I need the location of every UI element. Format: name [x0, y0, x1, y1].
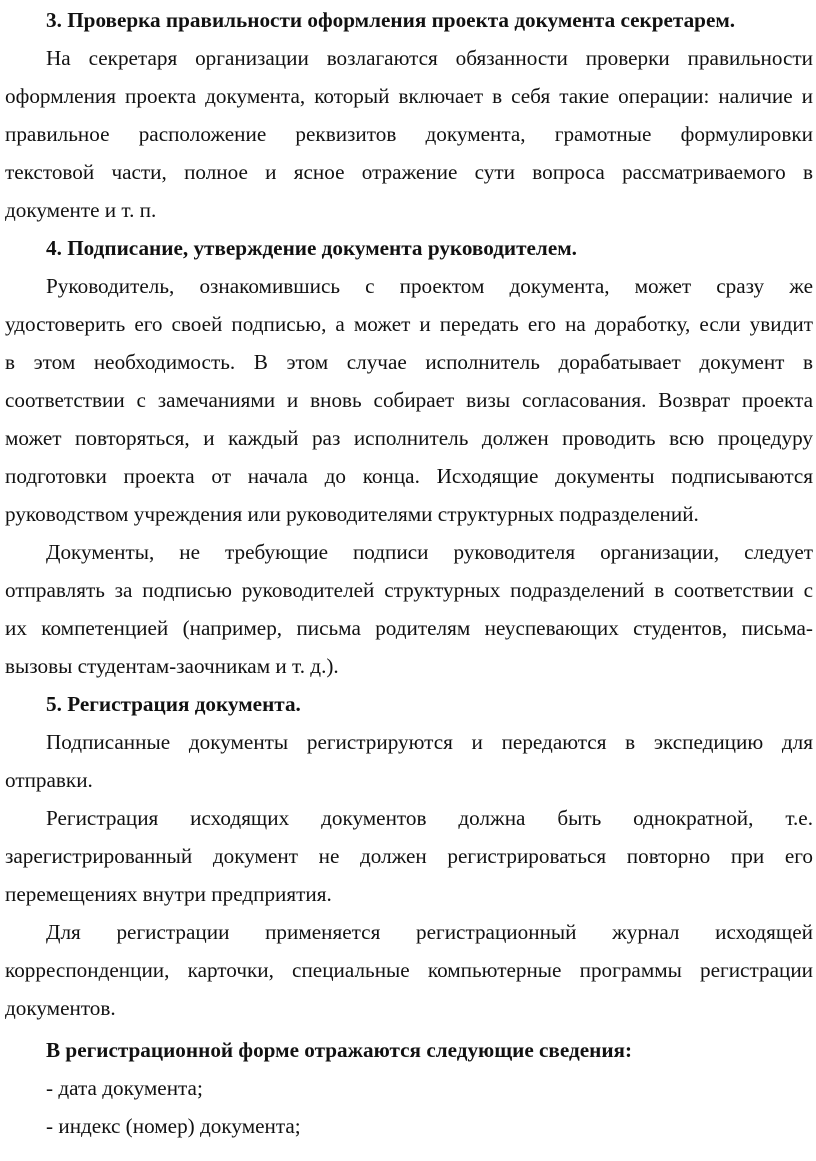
- paragraph-line: документе и т. п.: [5, 198, 157, 222]
- paragraph-line: отправлять за подписью руководителей структурных подразделений в соответствии с: [5, 578, 813, 602]
- paragraph-line: правильное расположение реквизитов документа, грамотные формулировки: [5, 122, 813, 146]
- paragraph-line: удостоверить его своей подписью, а может и передать его на доработку, если увидит: [5, 312, 813, 336]
- paragraph-line: Подписанные документы регистрируются и передаются в экспедицию для: [46, 730, 813, 754]
- section-heading-3: 3. Проверка правильности оформления проекта документа секретарем.: [46, 8, 736, 32]
- paragraph-line: отправки.: [5, 768, 93, 792]
- paragraph-line: Регистрация исходящих документов должна быть однократной, т.е.: [46, 806, 813, 830]
- section-heading-5: 5. Регистрация документа.: [46, 692, 301, 716]
- paragraph-line: в этом необходимость. В этом случае исполнитель дорабатывает документ в: [5, 350, 813, 374]
- paragraph-line: Руководитель, ознакомившись с проектом документа, может сразу же: [46, 274, 813, 298]
- paragraph-line: может повторяться, и каждый раз исполнитель должен проводить всю процедуру: [5, 426, 813, 450]
- paragraph-line: Документы, не требующие подписи руководителя организации, следует: [46, 540, 813, 564]
- section-heading-4: 4. Подписание, утверждение документа руководителем.: [46, 236, 577, 260]
- registration-form-heading: В регистрационной форме отражаются следующие сведения:: [46, 1038, 633, 1062]
- paragraph-line: зарегистрированный документ не должен регистрироваться повторно при его: [5, 844, 813, 868]
- paragraph-line: руководством учреждения или руководителями структурных подразделений.: [5, 502, 699, 526]
- paragraph-line: текстовой части, полное и ясное отражение сути вопроса рассматриваемого в: [5, 160, 813, 184]
- paragraph-line: подготовки проекта от начала до конца. Исходящие документы подписываются: [5, 464, 813, 488]
- paragraph-line: вызовы студентам-заочникам и т. д.).: [5, 654, 339, 678]
- paragraph-line: их компетенцией (например, письма родителям неуспевающих студентов, письма-: [5, 616, 813, 640]
- paragraph-line: соответствии с замечаниями и вновь собирает визы согласования. Возврат проекта: [5, 388, 813, 412]
- paragraph-line: оформления проекта документа, который включает в себя такие операции: наличие и: [5, 84, 813, 108]
- paragraph-line: На секретаря организации возлагаются обязанности проверки правильности: [46, 46, 813, 70]
- list-item: - дата документа;: [46, 1076, 203, 1100]
- paragraph-line: перемещениях внутри предприятия.: [5, 882, 332, 906]
- paragraph-line: корреспонденции, карточки, специальные компьютерные программы регистрации: [5, 958, 813, 982]
- paragraph-line: Для регистрации применяется регистрационный журнал исходящей: [46, 920, 813, 944]
- list-item: - индекс (номер) документа;: [46, 1114, 301, 1138]
- paragraph-line: документов.: [5, 996, 116, 1020]
